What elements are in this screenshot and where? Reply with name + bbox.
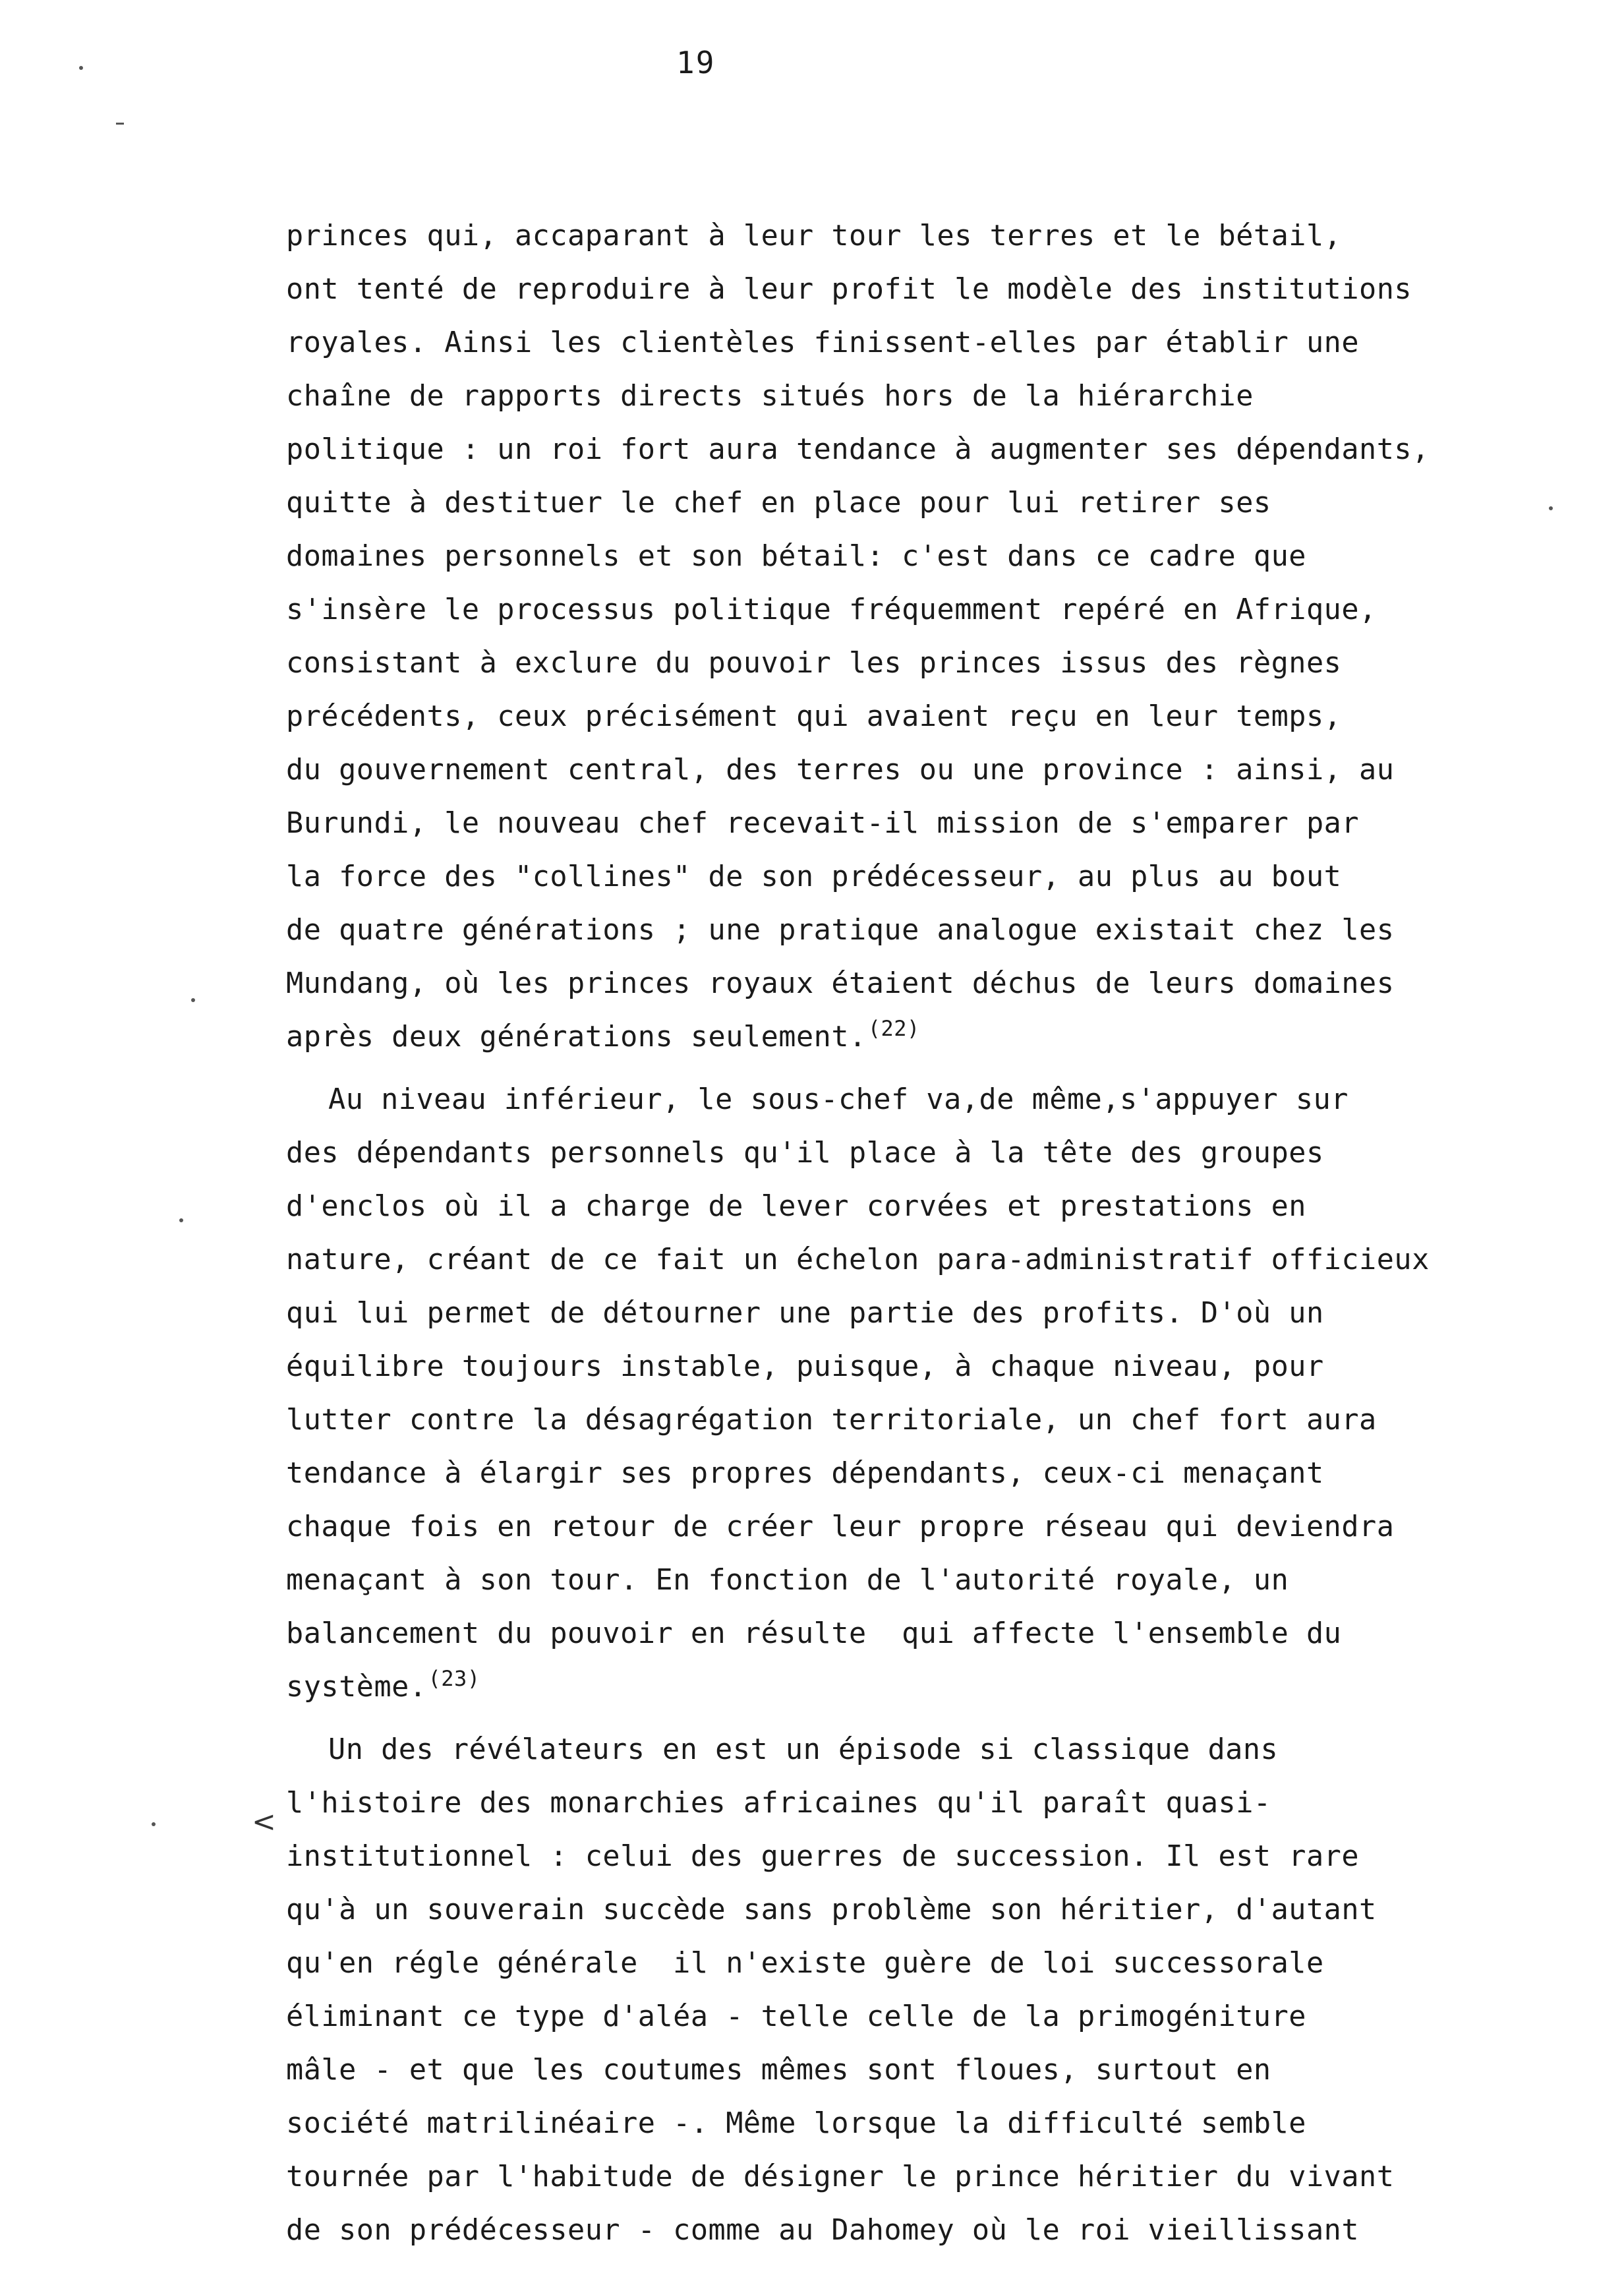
margin-arrow-mark: < (252, 1805, 276, 1839)
line-text: d'enclos où il a charge de lever corvées et prestations en (286, 1190, 1306, 1223)
text-line (286, 850, 1571, 904)
footnote-reference: (22) (867, 1016, 920, 1041)
line-text: chaque fois en retour de créer leur propre réseau qui deviendra (286, 1510, 1395, 1543)
text-line (286, 957, 1571, 1011)
line-text: tendance à élargir ses propres dépendants, ceux-ci menaçant (286, 1457, 1324, 1490)
line-text: du gouvernement central, des terres ou une province : ainsi, au (286, 754, 1395, 787)
text-line (286, 904, 1571, 957)
line-text: s'insère le processus politique fréquemment repéré en Afrique, (286, 593, 1377, 626)
margin-speck (116, 123, 124, 125)
line-text: balancement du pouvoir en résulte qui affecte l'ensemble du (286, 1617, 1342, 1650)
line-text: de son prédécesseur - comme au Dahomey où le roi vieillissant (286, 2214, 1360, 2247)
text-line (286, 797, 1571, 850)
line-text: lutter contre la désagrégation territoriale, un chef fort aura (286, 1404, 1377, 1437)
text-line (286, 1607, 1571, 1661)
page-number: 19 (676, 45, 716, 80)
paragraph (286, 1073, 1571, 1714)
line-text: de quatre générations ; une pratique analogue existait chez les (286, 914, 1395, 947)
line-text: politique : un roi fort aura tendance à augmenter ses dépendants, (286, 433, 1430, 466)
text-line (286, 1777, 1571, 1830)
line-text: qu'à un souverain succède sans problème son héritier, d'autant (286, 1893, 1377, 1926)
text-line (286, 1501, 1571, 1554)
text-line (286, 1011, 1571, 1064)
text-line (286, 1340, 1571, 1394)
text-line (286, 316, 1571, 370)
text-line (286, 690, 1571, 744)
line-text: l'histoire des monarchies africaines qu'il paraît quasi- (286, 1787, 1271, 1820)
text-line (286, 1447, 1571, 1501)
text-line (286, 370, 1571, 423)
text-line (286, 530, 1571, 583)
text-line (286, 1661, 1571, 1714)
line-text: équilibre toujours instable, puisque, à chaque niveau, pour (286, 1350, 1324, 1383)
line-text: Mundang, où les princes royaux étaient déchus de leurs domaines (286, 967, 1395, 1000)
line-text: précédents, ceux précisément qui avaient reçu en leur temps, (286, 700, 1342, 733)
text-line (286, 1990, 1571, 2044)
line-text: princes qui, accaparant à leur tour les terres et le bétail, (286, 220, 1342, 253)
margin-speck (152, 1822, 156, 1826)
body-text (286, 210, 1571, 2257)
text-line (286, 1554, 1571, 1607)
line-text: Au niveau inférieur, le sous-chef va,de même,s'appuyer sur (328, 1083, 1348, 1116)
text-line (286, 2204, 1571, 2257)
line-text: qu'en régle générale il n'existe guère de loi successorale (286, 1947, 1324, 1980)
paragraph (286, 1723, 1571, 2257)
margin-speck (179, 1218, 183, 1222)
text-line (286, 477, 1571, 530)
text-line (286, 744, 1571, 797)
text-line (286, 1723, 1571, 1777)
text-line (286, 2097, 1571, 2151)
line-text: Burundi, le nouveau chef recevait-il mission de s'emparer par (286, 807, 1360, 840)
line-text: système. (286, 1671, 427, 1704)
text-line (286, 1830, 1571, 1884)
text-line (286, 1394, 1571, 1447)
footnote-reference: (23) (428, 1666, 480, 1691)
text-line (286, 2044, 1571, 2097)
line-text: institutionnel : celui des guerres de succession. Il est rare (286, 1840, 1360, 1873)
line-text: chaîne de rapports directs situés hors de la hiérarchie (286, 380, 1254, 413)
line-text: la force des "collines" de son prédécesseur, au plus au bout (286, 860, 1342, 893)
text-line (286, 1884, 1571, 1937)
line-text: menaçant à son tour. En fonction de l'autorité royale, un (286, 1564, 1289, 1597)
line-text: qui lui permet de détourner une partie des profits. D'où un (286, 1297, 1324, 1330)
line-text: société matrilinéaire -. Même lorsque la difficulté semble (286, 2107, 1306, 2140)
text-line (286, 2151, 1571, 2204)
line-text: consistant à exclure du pouvoir les princes issus des règnes (286, 647, 1342, 680)
line-text: après deux générations seulement. (286, 1021, 867, 1054)
text-line (286, 263, 1571, 316)
margin-speck (191, 998, 195, 1002)
text-line (286, 1180, 1571, 1234)
paragraph (286, 210, 1571, 1064)
line-text: éliminant ce type d'aléa - telle celle de la primogéniture (286, 2000, 1306, 2033)
text-line (286, 1937, 1571, 1990)
line-text: ont tenté de reproduire à leur profit le modèle des institutions (286, 273, 1412, 306)
text-line (286, 1234, 1571, 1287)
text-line (286, 210, 1571, 263)
line-text: mâle - et que les coutumes mêmes sont floues, surtout en (286, 2054, 1271, 2087)
line-text: royales. Ainsi les clientèles finissent-elles par établir une (286, 326, 1360, 359)
line-text: tournée par l'habitude de désigner le prince héritier du vivant (286, 2160, 1395, 2193)
margin-speck (79, 66, 83, 70)
text-line (286, 1127, 1571, 1180)
text-line (286, 583, 1571, 637)
line-text: nature, créant de ce fait un échelon para-administratif officieux (286, 1243, 1430, 1276)
line-text: domaines personnels et son bétail: c'est dans ce cadre que (286, 540, 1306, 573)
text-line (286, 423, 1571, 477)
text-line (286, 637, 1571, 690)
line-text: Un des révélateurs en est un épisode si classique dans (328, 1733, 1279, 1766)
text-line (286, 1287, 1571, 1340)
line-text: des dépendants personnels qu'il place à la tête des groupes (286, 1137, 1324, 1170)
line-text: quitte à destituer le chef en place pour lui retirer ses (286, 487, 1271, 520)
text-line (286, 1073, 1571, 1127)
